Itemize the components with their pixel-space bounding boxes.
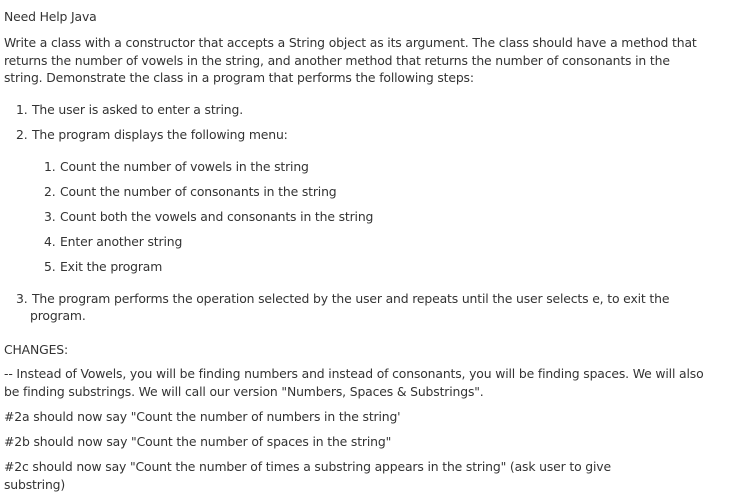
step-text: The user is asked to enter a string. [32, 102, 244, 117]
menu-number: 2. [44, 184, 56, 199]
step-text: The program performs the operation selected by the user and repeats until the user selects e, to exit the [32, 291, 670, 306]
changes-note: -- Instead of Vowels, you will be finding numbers and instead of consonants, you will be finding spaces. We will also be finding substrings. We will call our version "Numbers, Spaces & Substrings". [4, 366, 704, 399]
menu-number: 3. [44, 209, 56, 224]
menu-number: 4. [44, 234, 56, 249]
step-text: The program displays the following menu: [32, 127, 288, 142]
menu-text: Exit the program [60, 259, 163, 274]
menu-text: Count both the vowels and consonants in the string [60, 209, 374, 224]
menu-item-3 [44, 208, 373, 225]
menu-item-1 [44, 158, 309, 175]
menu-text: Count the number of vowels in the string [60, 159, 309, 174]
changes-heading: CHANGES: [4, 342, 68, 357]
menu-text: Enter another string [60, 234, 183, 249]
change-2b: #2b should now say "Count the number of spaces in the string" [4, 434, 392, 449]
menu-item-2 [44, 183, 337, 200]
menu-item-5 [44, 258, 162, 275]
menu-number: 1. [44, 159, 56, 174]
step-number: 2. [16, 127, 28, 142]
step-item-3 [16, 290, 706, 324]
menu-text: Count the number of consonants in the string [60, 184, 337, 199]
step-number: 1. [16, 102, 28, 117]
step-text-continued: program. [30, 308, 86, 323]
step-item-2 [16, 126, 288, 143]
change-2a: #2a should now say "Count the number of numbers in the string' [4, 409, 401, 424]
menu-item-4 [44, 233, 182, 250]
menu-number: 5. [44, 259, 56, 274]
change-2c: #2c should now say "Count the number of times a substring appears in the string" (ask user to give substring) [4, 459, 611, 492]
question-title: Need Help Java [4, 9, 97, 24]
intro-paragraph: Write a class with a constructor that accepts a String object as its argument. The class should have a method that returns the number of vowels in the string, and another method that returns the number of consonants in the string. Demonstrate the class in a program that performs the following steps: [4, 35, 697, 85]
step-item-1 [16, 101, 243, 118]
step-number: 3. [16, 291, 28, 306]
